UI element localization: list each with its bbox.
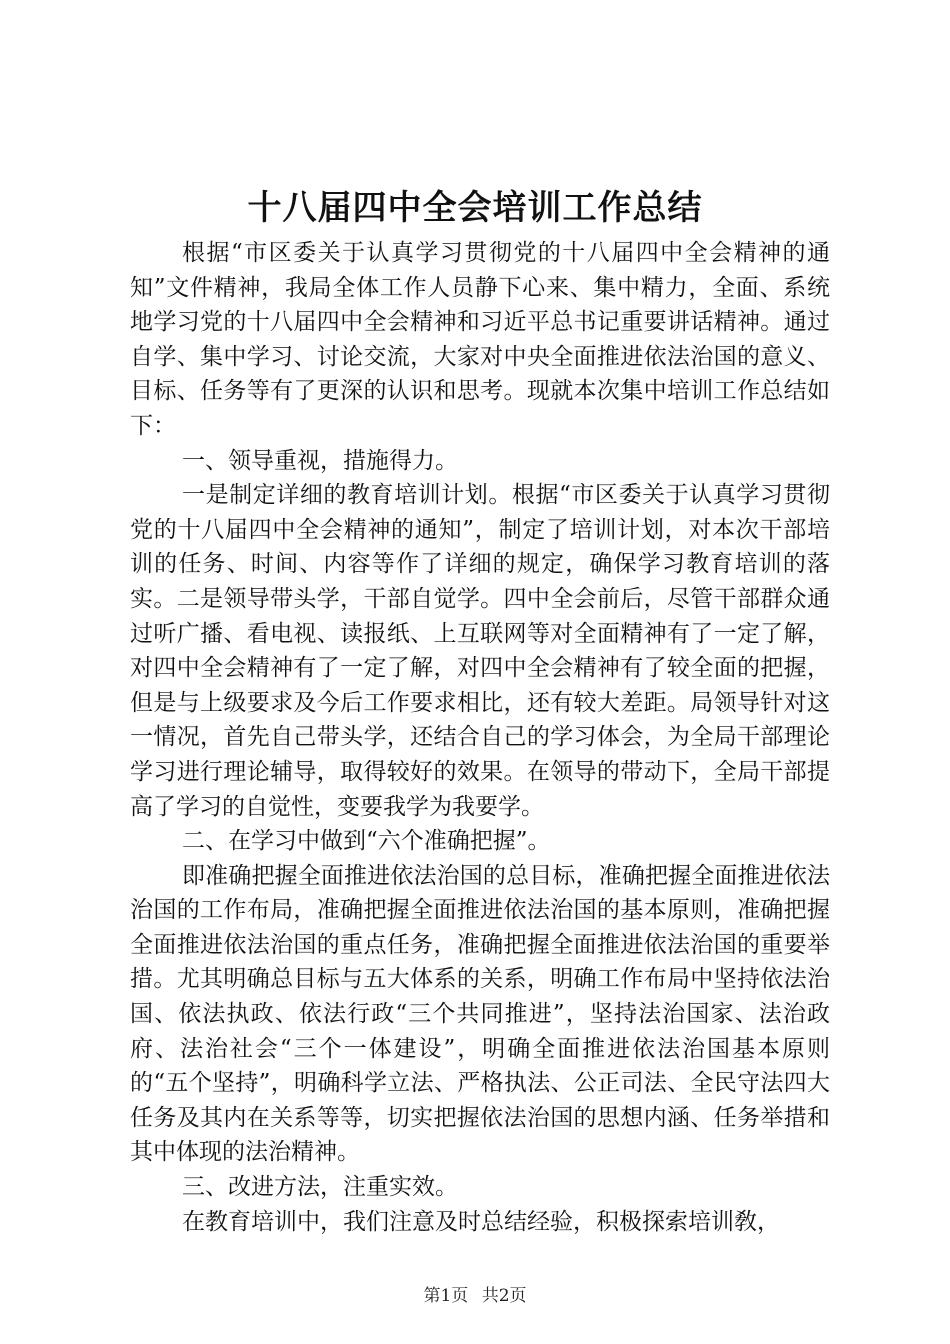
intro-paragraph: 根据“市区委关于认真学习贯彻党的十八届四中全会精神的通知”文件精神，我局全体工作人员静下心来、集中精力，全面、系统地学习党的十八届四中全会精神和习近平总书记重要讲话精神。通过自学、集中学习、讨论交流，大家对中央全面推进依法治国的意义、目标、任务等有了更深的认识和思考。现就本次集中培训工作总结如下： (130, 240, 830, 439)
document-body (130, 236, 830, 1239)
page-number: 第1页 (423, 1286, 469, 1306)
section-3-paragraph: 在教育培训中，我们注意及时总结经验，积极探索培训敎， (182, 1208, 780, 1235)
page-footer (0, 1284, 950, 1308)
document-title: 十八届四中全会培训工作总结 (247, 188, 703, 228)
section-2-paragraph: 即准确把握全面推进依法治国的总目标，准确把握全面推进依法治国的工作布局，准确把握全面推进依法治国的基本原则，准确把握全面推进依法治国的重点任务，准确把握全面推进依法治国的重要举措。尤其明确总目标与五大体系的关系，明确工作布局中坚持依法治国、依法执政、依法行政“三个共同推进”，坚持法治国家、法治政府、法治社会“三个一体建设”，明确全面推进依法治国基本原则的“五个坚持”，明确科学立法、严格执法、公正司法、全民守法四大任务及其内在关系等等，切实把握依法治国的思想内涵、任务举措和其中体现的法治精神。 (130, 862, 830, 1166)
section-heading-2: 二、在学习中做到“六个准确把握”。 (182, 828, 551, 855)
section-1-paragraph: 一是制定详细的教育培训计划。根据“市区委关于认真学习贯彻党的十八届四中全会精神的通知”，制定了培训计划，对本次干部培训的任务、时间、内容等作了详细的规定，确保学习教育培训的落实。二是领导带头学，干部自觉学。四中全会前后，尽管干部群众通过听广播、看电视、读报纸、上互联网等对全面精神有了一定了解，对四中全会精神有了一定了解，对四中全会精神有了较全面的把握，但是与上级要求及今后工作要求相比，还有较大差距。局领导针对这一情况，首先自己带头学，还结合自己的学习体会，为全局干部理论学习进行理论辅导，取得较好的效果。在领导的带动下，全局干部提高了学习的自觉性，变要我学为我要学。 (130, 482, 830, 820)
page-total: 共2页 (481, 1286, 527, 1306)
section-heading-1: 一、领导重视，措施得力。 (182, 447, 458, 474)
section-heading-3: 三、改进方法，注重实效。 (182, 1174, 458, 1201)
